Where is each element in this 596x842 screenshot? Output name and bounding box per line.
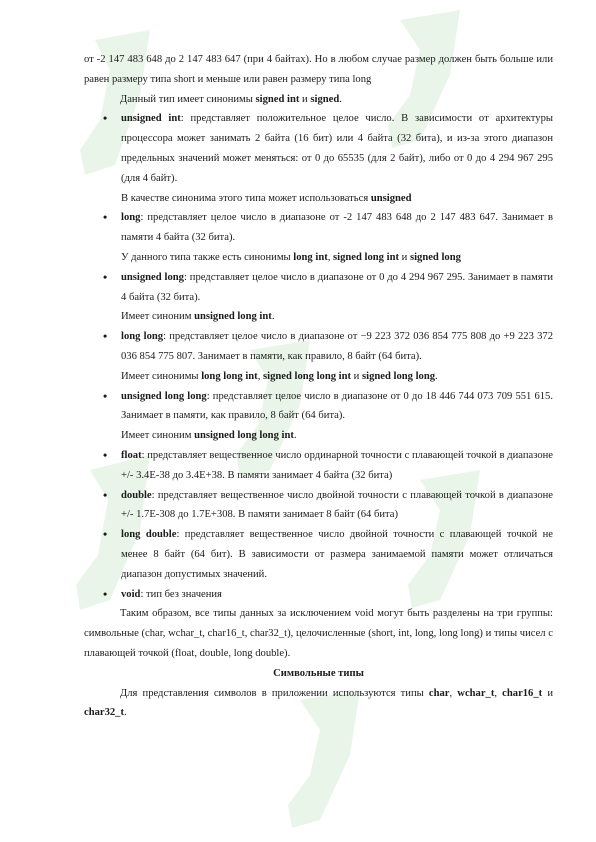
term-double: double <box>121 489 152 501</box>
period: . <box>271 311 275 323</box>
synonym-note <box>84 426 553 446</box>
period: . <box>124 707 127 719</box>
bullet-icon: • <box>103 111 108 126</box>
conjunction: и <box>299 93 311 105</box>
bullet-icon: • <box>103 487 108 502</box>
bullet-icon: • <box>103 447 108 462</box>
list-item-text: : представляет положительное целое число. В зависимости от архитектуры процессора может занимать 2 байта (16 бит) или 4 байта (32 бита), и из-за этого диапазон предельных значений может меняться: от 0 до 65535 (для 2 байт), либо от 0 до 4 294 967 295 (для 4 байт). <box>121 113 553 184</box>
term-long-long: long long <box>121 331 164 343</box>
term-char: char <box>428 687 450 699</box>
list-item-unsigned-long <box>84 268 553 308</box>
synonym-note-text: В качестве синонима этого типа может использоваться <box>121 192 371 204</box>
term-signed-long: signed long <box>409 251 461 263</box>
list-item-float <box>84 446 553 486</box>
bullet-icon: • <box>103 586 108 601</box>
synonym-note-text: Имеет синоним <box>121 430 195 442</box>
separator: и <box>398 251 410 263</box>
separator: и <box>542 687 554 699</box>
char-types-text: Для представления символов в приложении используются типы <box>120 687 429 699</box>
list-item-text: : представляет вещественное число двойной точности с плавающей точкой не менее 8 байт (64 бит). В зависимости от размера занимаемой памяти может отличаться диапазон допустимых значений. <box>121 529 553 580</box>
term-long: long <box>121 212 141 224</box>
period: . <box>435 370 438 382</box>
synonym-note <box>84 248 553 268</box>
term-signed-long-int: signed long int <box>333 251 399 263</box>
synonym-note <box>84 189 553 209</box>
synonym-note-text: У данного типа также есть синонимы <box>121 251 294 263</box>
term-float: float <box>121 449 142 461</box>
synonym-note-text: Имеет синоним <box>121 311 195 323</box>
term-signed-long-long: signed long long <box>362 370 436 382</box>
list-item-text: : представляет целое число в диапазоне от -2 147 483 648 до 2 147 483 647. Занимает в памяти 4 байта (32 бита). <box>121 212 553 244</box>
list-item-unsigned-long-long <box>84 387 553 427</box>
period: . <box>339 93 342 105</box>
list-item-text: : представляет вещественное число двойной точности с плавающей точкой в диапазоне +/- 1.7E-308 до 1.7E+308. В памяти занимает 8 байт (64 бита) <box>121 489 553 521</box>
list-item-void <box>84 585 553 605</box>
list-item-text: : тип без значения <box>140 588 222 600</box>
term-unsigned-long-long-int: unsigned long long int <box>194 430 294 442</box>
synonyms-int-text: Данный тип имеет синонимы <box>120 93 256 105</box>
term-long-double: long double <box>121 529 177 541</box>
page-body <box>84 50 553 723</box>
separator: и <box>351 370 362 382</box>
term-signed: signed <box>310 93 340 105</box>
bullet-icon: • <box>103 210 108 225</box>
synonyms-int-paragraph <box>84 90 553 110</box>
synonym-note <box>84 367 553 387</box>
term-unsigned-long: unsigned long <box>121 271 184 283</box>
term-unsigned-long-long: unsigned long long <box>121 390 207 402</box>
bullet-icon: • <box>103 269 108 284</box>
separator: , <box>257 370 264 382</box>
term-unsigned: unsigned <box>370 192 412 204</box>
summary-text: Таким образом, все типы данных за исключением void могут быть разделены на три группы: символьные (char, wchar_t, char16_t, char32_t), целочисленные (short, int, long, long long) и типы чисел с плавающей точкой (float, double, long double). <box>84 608 553 659</box>
bullet-icon: • <box>103 388 108 403</box>
separator: , <box>327 251 334 263</box>
term-unsigned-int: unsigned int <box>121 113 181 125</box>
summary-paragraph <box>84 604 553 663</box>
list-item-text: : представляет целое число в диапазоне от 0 до 18 446 744 073 709 551 615. Занимает в памяти, как правило, 8 байт (64 бита). <box>121 390 553 422</box>
continued-paragraph <box>84 50 553 90</box>
list-item-text: : представляет целое число в диапазоне от 0 до 4 294 967 295. Занимает в памяти 4 байта (32 бита). <box>121 271 554 303</box>
term-signed-long-long-int: signed long long int <box>263 370 352 382</box>
bullet-icon: • <box>103 329 108 344</box>
synonym-note-text: Имеет синонимы <box>121 370 202 382</box>
separator: , <box>449 687 458 699</box>
term-char16-t: char16_t <box>502 687 543 699</box>
term-char32-t: char32_t <box>84 707 125 719</box>
term-wchar-t: wchar_t <box>457 687 495 699</box>
char-types-paragraph <box>84 684 553 724</box>
synonym-note <box>84 307 553 327</box>
separator: , <box>494 687 503 699</box>
list-item-long-long <box>84 327 553 367</box>
term-void: void <box>121 588 141 600</box>
term-long-long-int: long long int <box>201 370 258 382</box>
bullet-icon: • <box>103 527 108 542</box>
list-item-unsigned-int <box>84 109 553 188</box>
list-item-long-double <box>84 525 553 584</box>
list-item-text: : представляет целое число в диапазоне от −9 223 372 036 854 775 808 до +9 223 372 036 854 775 807. Занимает в памяти, как правило, 8 байт (64 бита). <box>121 331 553 362</box>
list-item-long <box>84 208 553 248</box>
section-heading: Символьные типы <box>273 667 364 679</box>
term-long-int: long int <box>293 251 328 263</box>
term-unsigned-long-int: unsigned long int <box>194 311 272 323</box>
list-item-text: : представляет вещественное число ординарной точности с плавающей точкой в диапазоне +/- 3.4E-38 до 3.4E+38. В памяти занимает 4 байта (32 бита) <box>121 449 553 481</box>
term-signed-int: signed int <box>255 93 300 105</box>
continued-paragraph-text: от -2 147 483 648 до 2 147 483 647 (при 4 байтах). Но в любом случае размер должен быть больше или равен размеру типа short и меньше или равен размеру типа long <box>84 54 553 85</box>
list-item-double <box>84 486 553 526</box>
period: . <box>293 430 297 442</box>
